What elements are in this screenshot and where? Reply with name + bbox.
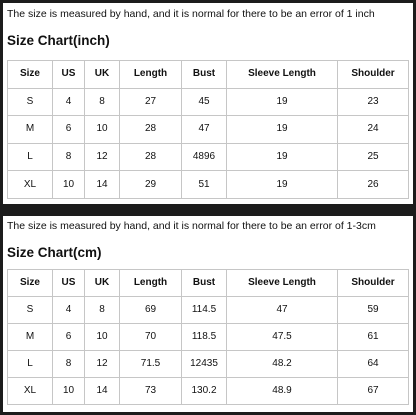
size-chart-title: Size Chart(inch) xyxy=(7,33,110,48)
header-size: Size xyxy=(8,61,53,89)
cell-bust: 118.5 xyxy=(182,324,227,351)
cell-sleeve-length: 48.2 xyxy=(227,351,338,378)
cell-size: M xyxy=(8,116,53,144)
cell-shoulder: 24 xyxy=(338,116,409,144)
cell-shoulder: 59 xyxy=(338,297,409,324)
cell-shoulder: 26 xyxy=(338,171,409,199)
inch-size-panel xyxy=(3,3,413,204)
cell-uk: 14 xyxy=(85,378,120,405)
cell-length: 27 xyxy=(120,88,182,116)
table-row xyxy=(8,171,409,199)
header-us: US xyxy=(53,61,85,89)
header-length: Length xyxy=(120,61,182,89)
cell-sleeve-length: 19 xyxy=(227,143,338,171)
cell-length: 70 xyxy=(120,324,182,351)
cell-bust: 12435 xyxy=(182,351,227,378)
cell-us: 4 xyxy=(53,88,85,116)
cell-length: 28 xyxy=(120,143,182,171)
cell-size: M xyxy=(8,324,53,351)
cell-size: XL xyxy=(8,378,53,405)
cell-uk: 10 xyxy=(85,324,120,351)
header-bust: Bust xyxy=(182,270,227,297)
table-header-row xyxy=(8,270,409,297)
table-header-row xyxy=(8,61,409,89)
header-us: US xyxy=(53,270,85,297)
table-row xyxy=(8,88,409,116)
cell-shoulder: 67 xyxy=(338,378,409,405)
cell-us: 6 xyxy=(53,324,85,351)
cell-bust: 4896 xyxy=(182,143,227,171)
cm-size-panel xyxy=(3,216,413,412)
measurement-note: The size is measured by hand, and it is normal for there to be an error of 1 inch xyxy=(7,8,375,20)
table-row xyxy=(8,297,409,324)
cm-size-table xyxy=(7,269,409,405)
cell-us: 8 xyxy=(53,143,85,171)
cell-uk: 12 xyxy=(85,143,120,171)
cell-size: L xyxy=(8,351,53,378)
cell-sleeve-length: 47 xyxy=(227,297,338,324)
cell-us: 10 xyxy=(53,378,85,405)
cell-sleeve-length: 48.9 xyxy=(227,378,338,405)
cell-us: 8 xyxy=(53,351,85,378)
cell-bust: 47 xyxy=(182,116,227,144)
cell-size: XL xyxy=(8,171,53,199)
cell-length: 29 xyxy=(120,171,182,199)
inch-size-table xyxy=(7,60,409,199)
cell-shoulder: 61 xyxy=(338,324,409,351)
cell-bust: 45 xyxy=(182,88,227,116)
header-sleeve-length: Sleeve Length xyxy=(227,61,338,89)
cell-size: S xyxy=(8,88,53,116)
cell-sleeve-length: 19 xyxy=(227,171,338,199)
cell-us: 4 xyxy=(53,297,85,324)
header-shoulder: Shoulder xyxy=(338,270,409,297)
header-bust: Bust xyxy=(182,61,227,89)
cell-uk: 8 xyxy=(85,297,120,324)
cell-uk: 8 xyxy=(85,88,120,116)
header-uk: UK xyxy=(85,270,120,297)
header-shoulder: Shoulder xyxy=(338,61,409,89)
cell-shoulder: 64 xyxy=(338,351,409,378)
table-row xyxy=(8,378,409,405)
cell-uk: 14 xyxy=(85,171,120,199)
table-row xyxy=(8,351,409,378)
cell-length: 28 xyxy=(120,116,182,144)
table-row xyxy=(8,143,409,171)
cell-us: 6 xyxy=(53,116,85,144)
cell-sleeve-length: 19 xyxy=(227,88,338,116)
table-row xyxy=(8,116,409,144)
size-chart-title: Size Chart(cm) xyxy=(7,245,102,260)
table-row xyxy=(8,324,409,351)
cell-us: 10 xyxy=(53,171,85,199)
header-sleeve-length: Sleeve Length xyxy=(227,270,338,297)
header-length: Length xyxy=(120,270,182,297)
cell-length: 71.5 xyxy=(120,351,182,378)
cell-uk: 12 xyxy=(85,351,120,378)
cell-bust: 51 xyxy=(182,171,227,199)
cell-sleeve-length: 47.5 xyxy=(227,324,338,351)
cell-length: 69 xyxy=(120,297,182,324)
cell-uk: 10 xyxy=(85,116,120,144)
cell-length: 73 xyxy=(120,378,182,405)
cell-shoulder: 25 xyxy=(338,143,409,171)
measurement-note: The size is measured by hand, and it is normal for there to be an error of 1-3cm xyxy=(7,220,376,232)
cell-bust: 114.5 xyxy=(182,297,227,324)
cell-size: S xyxy=(8,297,53,324)
cell-shoulder: 23 xyxy=(338,88,409,116)
header-size: Size xyxy=(8,270,53,297)
cell-bust: 130.2 xyxy=(182,378,227,405)
cell-sleeve-length: 19 xyxy=(227,116,338,144)
cell-size: L xyxy=(8,143,53,171)
header-uk: UK xyxy=(85,61,120,89)
